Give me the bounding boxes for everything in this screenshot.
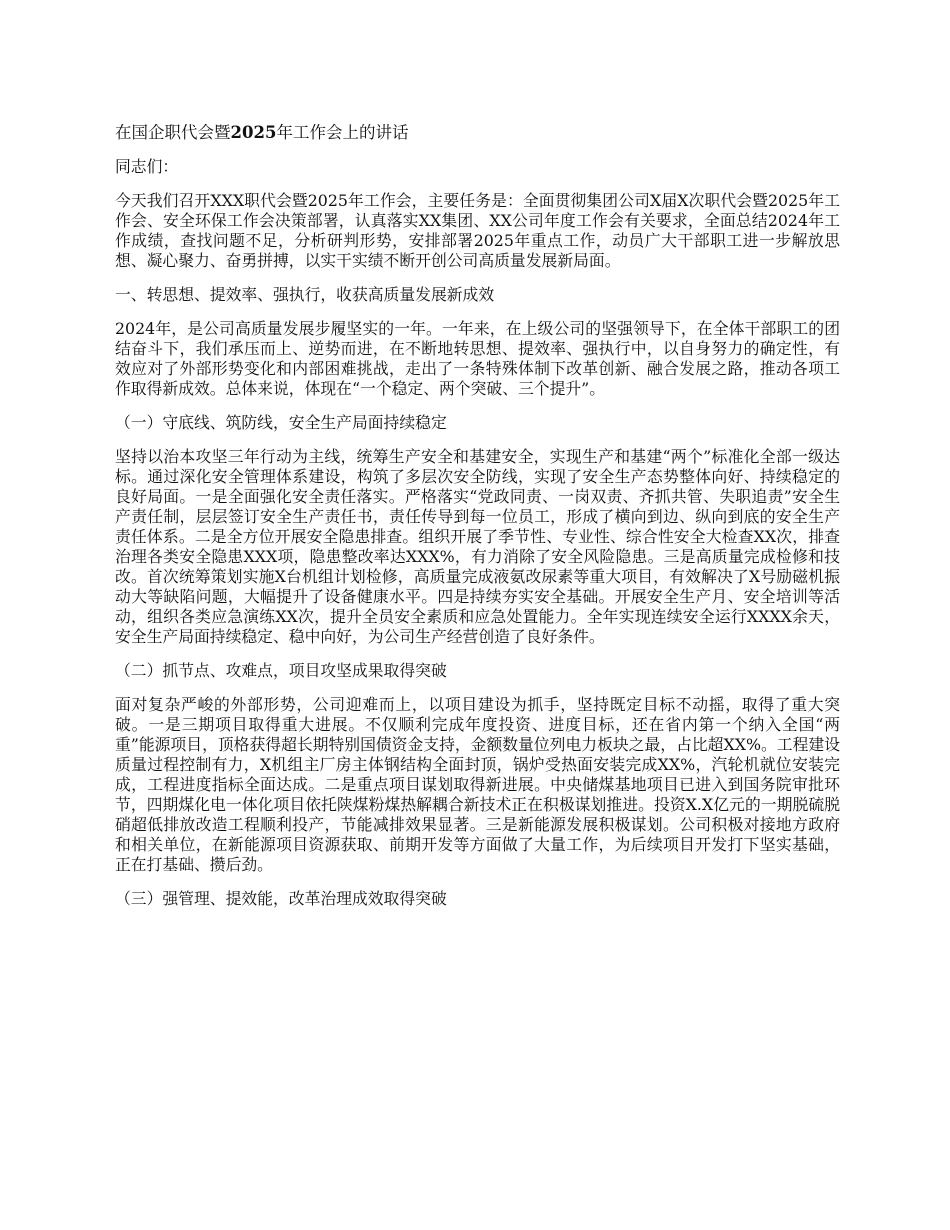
- subsection-2-heading: （二）抓节点、攻难点，项目攻坚成果取得突破: [115, 661, 447, 680]
- document-title: [115, 123, 840, 143]
- section-1-heading: 一、转思想、提效率、强执行，收获高质量发展新成效: [115, 285, 495, 304]
- subsection-1-heading: （一）守底线、筑防线，安全生产局面持续稳定: [115, 413, 447, 432]
- title-prefix: 在国企职代会暨: [115, 123, 231, 142]
- title-suffix: 年工作会上的讲话: [276, 123, 409, 142]
- document-page: [115, 123, 840, 923]
- section-1-paragraph: 2024年，是公司高质量发展步履坚实的一年。一年来，在上级公司的坚强领导下，在全体干部职工的团结奋斗下，我们承压而上、逆势而进，在不断地转思想、提效率、强执行中，以自身努力的确定性，有效应对了外部形势变化和内部困难挑战，走出了一条特殊体制下改革创新、融合发展之路，推动各项工作取得新成效。总体来说，体现在“一个稳定、两个突破、三个提升”。: [115, 319, 840, 398]
- subsection-2-paragraph: 面对复杂严峻的外部形势，公司迎难而上，以项目建设为抓手，坚持既定目标不动摇，取得了重大突破。一是三期项目取得重大进展。不仅顺利完成年度投资、进度目标，还在省内第一个纳入全国“两重”能源项目，顶格获得超长期特别国债资金支持，金额数量位列电力板块之最，占比超XX%。工程建设质量过程控制有力，X机组主厂房主体钢结构全面封顶，锅炉受热面安装完成XX%，汽轮机就位安装完成，工程进度指标全面达成。二是重点项目谋划取得新进展。中央储煤基地项目已进入到国务院审批环节，四期煤化电一体化项目依托陕煤粉煤热解耦合新技术正在积极谋划推进。投资X.X亿元的一期脱硫脱硝超低排放改造工程顺利投产，节能减排效果显著。三是新能源发展积极谋划。公司积极对接地方政府和相关单位，在新能源项目资源获取、前期开发等方面做了大量工作，为后续项目开发打下坚实基础，正在打基础、攒后劲。: [115, 695, 840, 874]
- subsection-1-paragraph: 坚持以治本攻坚三年行动为主线，统筹生产安全和基建安全，实现生产和基建“两个”标准化全部一级达标。通过深化安全管理体系建设，构筑了多层次安全防线，实现了安全生产态势整体向好、持续稳定的良好局面。一是全面强化安全责任落实。严格落实“党政同责、一岗双责、齐抓共管、失职追责”安全生产责任制，层层签订安全生产责任书，责任传导到每一位员工，形成了横向到边、纵向到底的安全生产责任体系。二是全方位开展安全隐患排查。组织开展了季节性、专业性、综合性安全大检查XX次，排查治理各类安全隐患XXX项，隐患整改率达XXX%，有力消除了安全风险隐患。三是高质量完成检修和技改。首次统筹策划实施X台机组计划检修，高质量完成液氨改尿素等重大项目，有效解决了X号励磁机振动大等缺陷问题，大幅提升了设备健康水平。四是持续夯实安全基础。开展安全生产月、安全培训等活动，组织各类应急演练XX次，提升全员安全素质和应急处置能力。全年实现连续安全运行XXXX余天，安全生产局面持续稳定、稳中向好，为公司生产经营创造了良好条件。: [115, 447, 840, 646]
- intro-paragraph: 今天我们召开XXX职代会暨2025年工作会，主要任务是：全面贯彻集团公司X届X次职代会暨2025年工作会、安全环保工作会决策部署，认真落实XX集团、XX公司年度工作会有关要求，全面总结2024年工作成绩，查找问题不足，分析研判形势，安排部署2025年重点工作，动员广大干部职工进一步解放思想、凝心聚力、奋勇拼搏，以实干实绩不断开创公司高质量发展新局面。: [115, 191, 840, 270]
- salutation: 同志们：: [115, 157, 179, 176]
- subsection-3-heading: （三）强管理、提效能，改革治理成效取得突破: [115, 889, 447, 908]
- title-year: 2025: [230, 123, 277, 142]
